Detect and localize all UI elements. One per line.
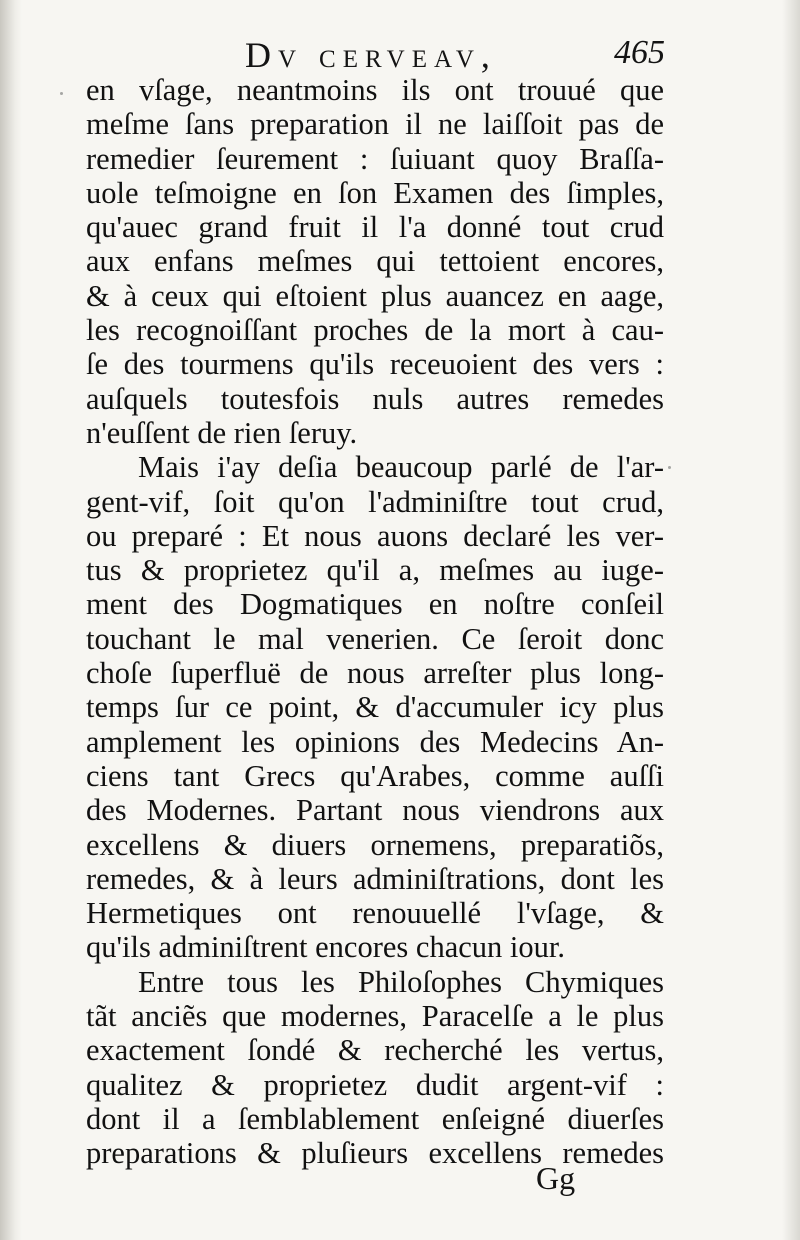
body-text	[86, 73, 664, 1171]
text-line: en vſage, neantmoins ils ont trouué que	[86, 73, 664, 107]
ink-speck	[668, 466, 671, 469]
paragraph	[86, 73, 664, 450]
text-line: exactement ſondé & recherché les vertus,	[86, 1033, 664, 1068]
text-line: ou preparé : Et nous auons declaré les ver-	[86, 518, 664, 553]
text-line: gent-vif, ſoit qu'on l'adminiſtre tout crud,	[86, 484, 664, 519]
text-line: ment des Dogmatiques en noſtre conſeil	[86, 587, 664, 622]
page-number: 465	[614, 34, 665, 71]
text-line: ſe des tourmens qu'ils receuoient des vers :	[86, 347, 664, 382]
catchword: Gg	[536, 1160, 576, 1196]
text-line: aux enfans meſmes qui tettoient encores,	[86, 244, 664, 279]
text-line: touchant le mal venerien. Ce ſeroit donc	[86, 621, 664, 656]
text-line: tus & proprietez qu'il a, meſmes au iuge-	[86, 553, 664, 588]
page-edge-shadow	[782, 0, 800, 1240]
text-line: Mais i'ay deſia beaucoup parlé de l'ar-	[138, 450, 664, 485]
text-line: tãt anciẽs que modernes, Paracelſe a le plus	[86, 999, 664, 1034]
paragraph	[86, 450, 664, 964]
text-line: uole teſmoigne en ſon Examen des ſimples,	[86, 175, 664, 210]
text-line: temps ſur ce point, & d'accumuler icy plus	[86, 690, 664, 725]
text-line: amplement les opinions des Medecins An-	[86, 724, 664, 759]
text-line: meſme ſans preparation il ne laiſſoit pas de	[86, 107, 664, 142]
paragraph	[86, 965, 664, 1171]
text-line: des Modernes. Partant nous viendrons aux	[86, 793, 664, 828]
text-line: & à ceux qui eſtoient plus auancez en aage,	[86, 278, 664, 313]
text-line: remedier ſeurement : ſuiuant quoy Braſſa-	[86, 141, 664, 176]
text-line: remedes, & à leurs adminiſtrations, dont les	[86, 861, 664, 896]
text-line: excellens & diuers ornemens, preparatiõs,	[86, 827, 664, 862]
text-line: dont il a ſemblablement enſeigné diuerſes	[86, 1101, 664, 1136]
text-line: Entre tous les Philoſophes Chymiques	[138, 964, 664, 999]
text-line: n'euſſent de rien ſeruy.	[86, 415, 358, 450]
text-line: auſquels toutesfois nuls autres remedes	[86, 381, 664, 416]
text-line: choſe ſuperfluë de nous arreſter plus long-	[86, 656, 664, 691]
text-line: les recognoiſſant proches de la mort à cau-	[86, 313, 664, 348]
page-gutter-shadow	[0, 0, 22, 1240]
running-head-title: Dv cerveav,	[245, 35, 497, 75]
text-line: qu'auec grand fruit il l'a donné tout crud	[86, 210, 664, 245]
text-line: Hermetiques ont renouuellé l'vſage, &	[86, 896, 664, 931]
text-line: qualitez & proprietez dudit argent-vif :	[86, 1067, 664, 1102]
ink-speck	[60, 92, 63, 95]
running-head	[245, 34, 665, 74]
text-line: qu'ils adminiſtrent encores chacun iour.	[86, 930, 565, 965]
text-line: preparations & pluſieurs excellens remedes	[86, 1136, 664, 1171]
text-line: ciens tant Grecs qu'Arabes, comme auſſi	[86, 758, 664, 793]
